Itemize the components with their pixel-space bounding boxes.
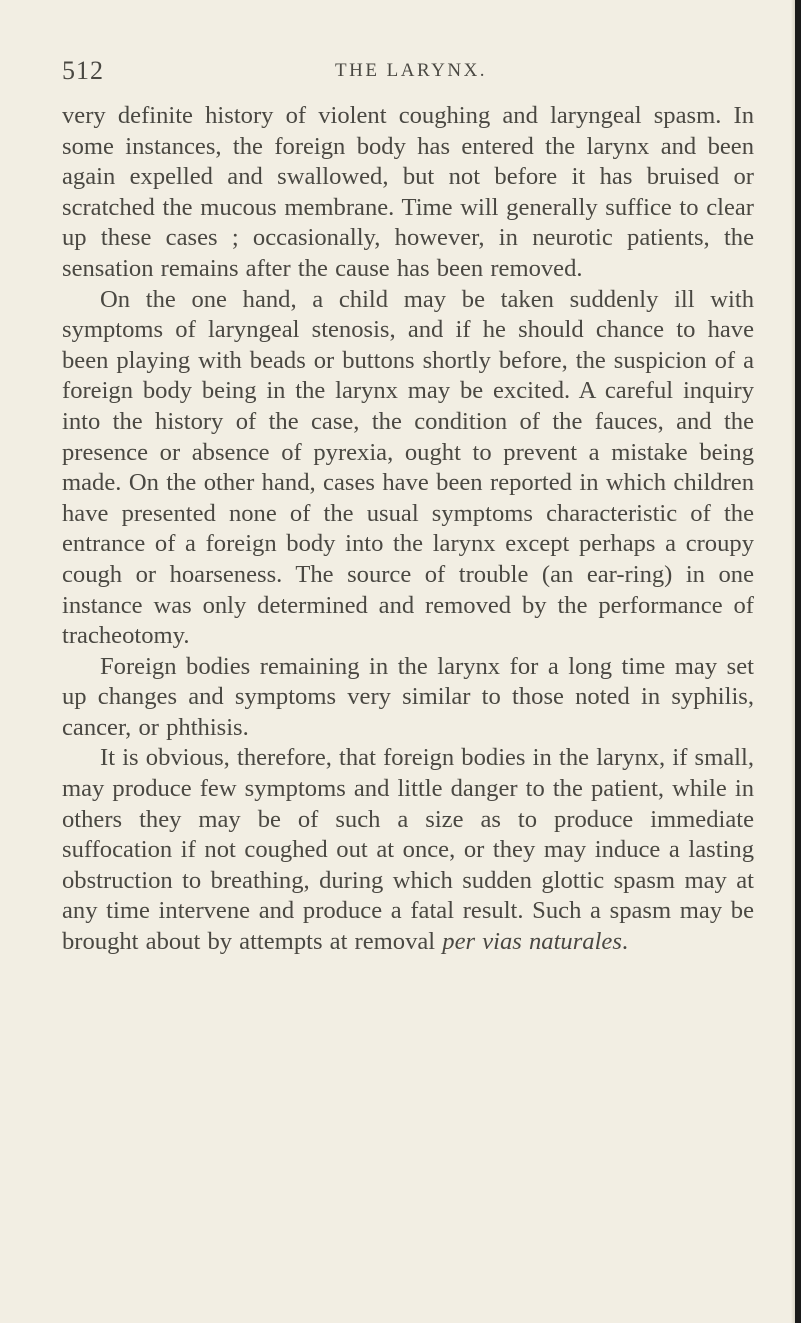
page-header [62, 56, 762, 86]
page-edge [795, 0, 801, 1323]
running-title: THE LARYNX. [335, 60, 488, 81]
page-number: 512 [62, 56, 104, 85]
paragraph-4 [62, 743, 754, 957]
italic-phrase: per vias naturales [442, 928, 622, 956]
body-text [62, 101, 754, 958]
paragraph-2: On the one hand, a child may be taken suddenly ill with symptoms of laryngeal stenosis, and if he should chance to have been playing with beads or buttons shortly before, the suspicion of a foreign body being in the larynx may be excited. A careful inquiry into the history of the case, the condition of the fauces, and the presence or absence of pyrexia, ought to prevent a mistake being made. On the other hand, cases have been reported in which children have presented none of the usual symptoms characteristic of the entrance of a foreign body into the larynx except perhaps a croupy cough or hoarseness. The source of trouble (an ear-ring) in one instance was only determined and removed by the performance of tracheotomy. [62, 285, 754, 650]
paragraph-4-text: It is obvious, therefore, that foreign bodies in the larynx, if small, may produce few symptoms and little danger to the patient, while in others they may be of such a size as to produce immediate suffocation if not coughed out at once, or they may induce a lasting obstruction to breathing, during which sudden glottic spasm may at any time intervene and produce a fatal result. Such a spasm may be brought about by attempts at removal [62, 744, 754, 956]
paragraph-1: very definite history of violent coughing and laryngeal spasm. In some instances, the foreign body has entered the larynx and been again expelled and swallowed, but not before it has bruised or scratched the mucous membrane. Time will generally suffice to clear up these cases ; occasionally, however, in neurotic patients, the sensation remains after the cause has been removed. [62, 102, 754, 282]
paragraph-4-end: . [621, 928, 629, 956]
paragraph-3: Foreign bodies remaining in the larynx for a long time may set up changes and symptoms very similar to those noted in syphilis, cancer, or phthisis. [62, 652, 754, 741]
